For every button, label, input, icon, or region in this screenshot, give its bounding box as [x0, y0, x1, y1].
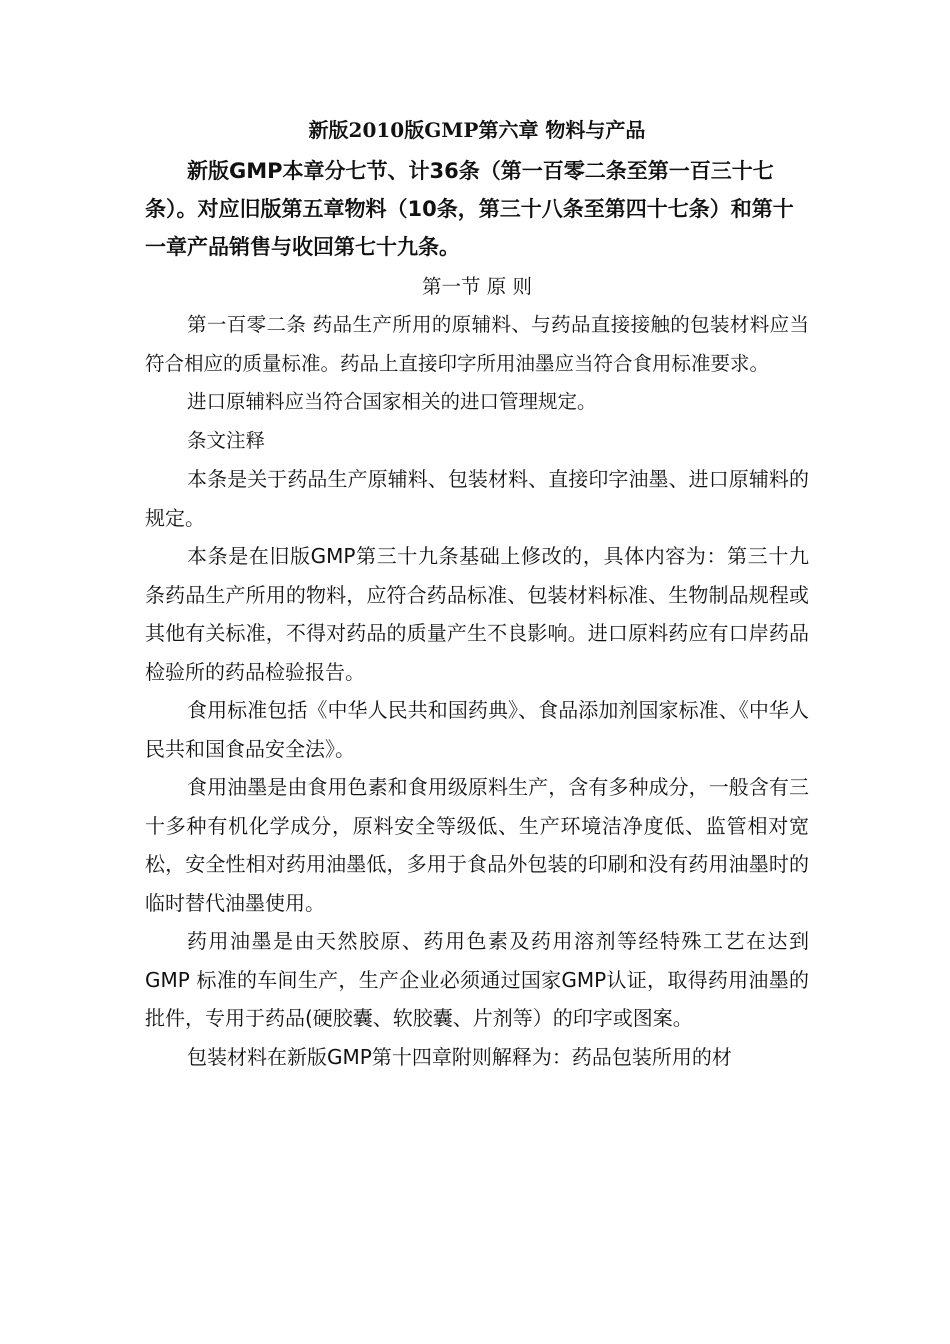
annotation-paragraph: 药用油墨是由天然胶原、药用色素及药用溶剂等经特殊工艺在达到GMP 标准的车间生产，生产企业必须通过国家GMP认证，取得药用油墨的批件，专用于药品(硬胶囊、软胶囊、片剂等）的印字或图案。 — [145, 929, 809, 1030]
annotation-paragraph: 食用标准包括《中华人民共和国药典》、食品添加剂国家标准、《中华人民共和国食品安全法》。 — [145, 698, 809, 761]
article-text-import: 进口原辅料应当符合国家相关的进口管理规定。 — [187, 390, 597, 413]
annotation-heading: 条文注释 — [187, 428, 266, 452]
section-heading: 第一节 原 则 — [422, 275, 532, 298]
article-text: 第一百零二条 药品生产所用的原辅料、与药品直接接触的包装材料应当符合相应的质量标准。药品上直接印字所用油墨应当符合食用标准要求。 — [145, 313, 809, 375]
document-title-bold: 新版2010版GMP — [308, 118, 479, 142]
annotation-paragraph: 本条是在旧版GMP第三十九条基础上修改的，具体内容为：第三十九条药品生产所用的物料，应符合药品标准、包装材料标准、生物制品规程或其他有关标准，不得对药品的质量产生不良影响。进口原料药应有口岸药品检验所的药品检验报告。 — [145, 544, 809, 684]
annotation-paragraph: 本条是关于药品生产原辅料、包装材料、直接印字油墨、进口原辅料的规定。 — [145, 467, 809, 530]
annotation-paragraph: 食用油墨是由食用色素和食用级原料生产，含有多种成分，一般含有三十多种有机化学成分，原料安全等级低、生产环境洁净度低、监管相对宽松，安全性相对药用油墨低，多用于食品外包装的印刷和没有药用油墨时的临时替代油墨使用。 — [145, 775, 809, 915]
document-body — [145, 112, 809, 1076]
document-title-rest: 第六章 物料与产品 — [478, 118, 646, 142]
document-title — [145, 112, 809, 148]
annotation-paragraph: 包装材料在新版GMP第十四章附则解释为：药品包装所用的材 — [187, 1044, 732, 1069]
chapter-intro: 新版GMP本章分七节、计36条（第一百零二条至第一百三十七条）。对应旧版第五章物料（10条，第三十八条至第四十七条）和第十一章产品销售与收回第七十九条。 — [145, 159, 794, 259]
